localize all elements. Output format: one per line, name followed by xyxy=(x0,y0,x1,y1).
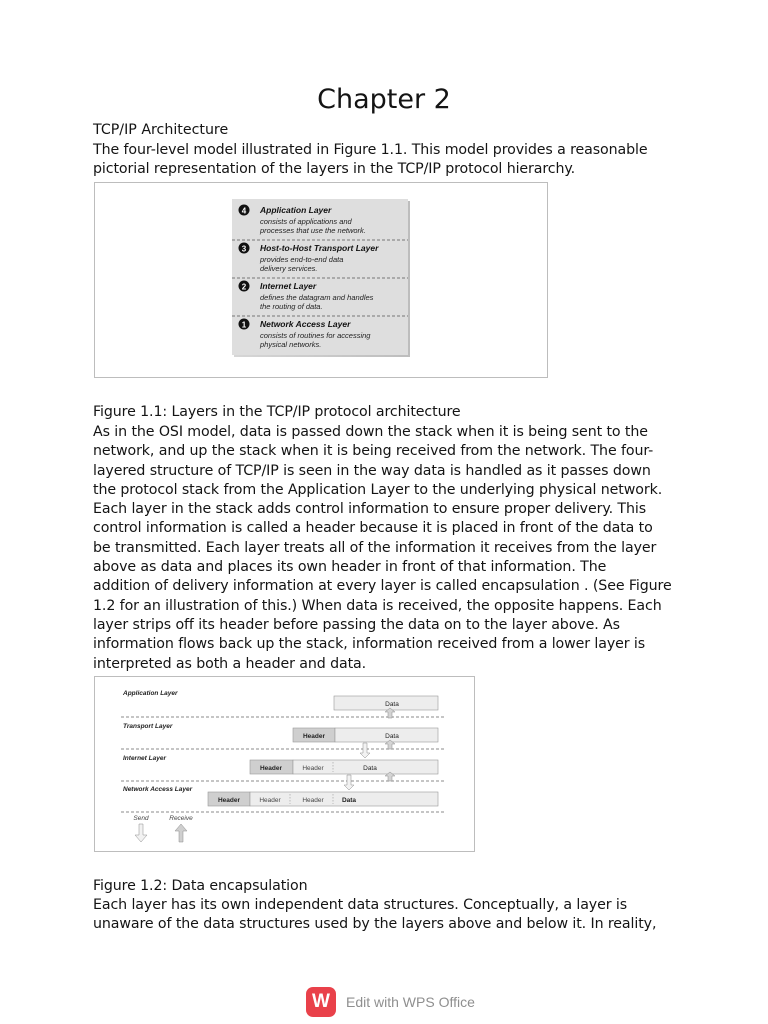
layer-label: Internet Layer xyxy=(123,755,166,762)
chapter-title: Chapter 2 xyxy=(317,84,451,115)
layer-label: Application Layer xyxy=(123,690,178,697)
text-line: unaware of the data structures used by the layers above and below it. In reality, xyxy=(93,916,657,933)
send-arrow-icon xyxy=(135,824,147,842)
text-line: 1.2 for an illustration of this.) When data is received, the opposite happens. Each xyxy=(93,597,662,614)
text-line: control information is called a header because it is placed in front of the data to xyxy=(93,520,653,537)
text-line: pictorial representation of the layers in the TCP/IP protocol hierarchy. xyxy=(93,161,576,178)
svg-text:processes that use the network: processes that use the network. xyxy=(260,226,366,235)
svg-text:consists of applications and: consists of applications and xyxy=(260,217,352,226)
closing-paragraph xyxy=(93,896,693,935)
text-line: be transmitted. Each layer treats all of the information it receives from the layer xyxy=(93,539,657,556)
body-paragraph xyxy=(93,423,693,674)
svg-text:Internet Layer: Internet Layer xyxy=(260,281,317,291)
down-arrow-icon xyxy=(360,743,370,758)
wps-edit-link[interactable]: Edit with WPS Office xyxy=(346,994,475,1010)
send-label: Send xyxy=(133,815,149,822)
header-label: Header xyxy=(217,797,241,804)
data-label: Data xyxy=(363,765,377,772)
down-arrow-icon xyxy=(344,775,354,790)
receive-label: Receive xyxy=(169,815,193,822)
text-line: network, and up the stack when it is being received from the network. The four- xyxy=(93,443,654,460)
receive-arrow-icon xyxy=(175,824,187,842)
layer-label: Transport Layer xyxy=(123,723,173,730)
text-line: interpreted as both a header and data. xyxy=(93,655,367,672)
svg-text:physical networks.: physical networks. xyxy=(260,340,322,349)
wps-logo-icon: W xyxy=(306,987,336,1017)
text-line: layered structure of TCP/IP is seen in the way data is handled as it passes down xyxy=(93,462,651,479)
svg-text:Host-to-Host Transport Layer: Host-to-Host Transport Layer xyxy=(260,243,379,253)
svg-text:delivery services.: delivery services. xyxy=(260,264,318,273)
svg-text:4: 4 xyxy=(241,206,247,216)
svg-text:consists of routines for acces: consists of routines for accessing xyxy=(260,331,371,340)
svg-text:2: 2 xyxy=(241,282,247,292)
data-label: Data xyxy=(385,701,399,708)
text-line: the protocol stack from the Application Layer to the underlying physical network. xyxy=(93,481,663,498)
text-line: As in the OSI model, data is passed down the stack when it is being sent to the xyxy=(93,424,648,440)
text-line: layer strips off its header before passing the data on to the layer above. As xyxy=(93,616,620,633)
data-label: Data xyxy=(341,797,357,804)
svg-text:provides end-to-end data: provides end-to-end data xyxy=(260,255,344,264)
layer-label: Network Access Layer xyxy=(123,786,193,793)
text-line: The four-level model illustrated in Figure 1.1. This model provides a reasonable xyxy=(93,142,648,158)
text-line: above as data and places its own header in front of that information. The xyxy=(93,559,607,576)
section-heading: TCP/IP Architecture xyxy=(93,122,229,138)
svg-text:the routing of data.: the routing of data. xyxy=(260,302,323,311)
header-label: Header xyxy=(259,797,281,804)
svg-text:defines the datagram and handl: defines the datagram and handles xyxy=(260,293,374,302)
svg-text:3: 3 xyxy=(241,244,247,254)
intro-paragraph xyxy=(93,141,693,180)
svg-text:Application Layer: Application Layer xyxy=(260,205,332,215)
text-line: Each layer in the stack adds control information to ensure proper delivery. This xyxy=(93,501,647,518)
header-label: Header xyxy=(302,733,326,740)
header-label: Header xyxy=(302,765,324,772)
text-line: Each layer has its own independent data structures. Conceptually, a layer is xyxy=(93,897,627,913)
figure-data-encapsulation xyxy=(94,676,475,852)
svg-text:1: 1 xyxy=(241,320,247,330)
figure-tcpip-layers xyxy=(94,182,548,378)
header-label: Header xyxy=(259,765,283,772)
data-label: Data xyxy=(385,733,399,740)
figure1-caption: Figure 1.1: Layers in the TCP/IP protocol architecture xyxy=(93,404,461,420)
header-label: Header xyxy=(302,797,324,804)
figure2-caption: Figure 1.2: Data encapsulation xyxy=(93,878,308,894)
wps-watermark[interactable] xyxy=(306,987,475,1017)
svg-text:Network Access Layer: Network Access Layer xyxy=(260,319,351,329)
text-line: addition of delivery information at every layer is called encapsulation . (See Figure xyxy=(93,578,672,595)
text-line: information flows back up the stack, information received from a lower layer is xyxy=(93,636,646,653)
